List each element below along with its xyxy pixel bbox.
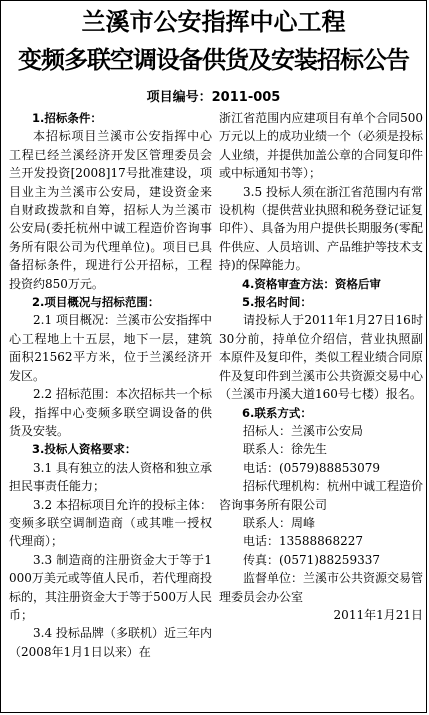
right-column bbox=[219, 109, 423, 624]
paragraph: 传真：(0571)88259337 bbox=[243, 552, 380, 567]
section-heading: 5.报名时间： bbox=[242, 295, 312, 310]
publish-date: 2011年1月21日 bbox=[333, 607, 423, 622]
paragraph: 招标人：兰溪市公安局 bbox=[243, 423, 364, 438]
section-heading: 6.联系方式： bbox=[242, 405, 312, 420]
paragraph: 3.2 本招标项目允许的投标主体：变频多联空调制造商（或其唯一授权代理商）； bbox=[9, 497, 212, 549]
paragraph: 2.2 招标范围：本次招标共一个标段，指挥中心变频多联空调设备的供货及安装。 bbox=[9, 387, 212, 438]
paragraph: 3.1 具有独立的法人资格和独立承担民事责任能力； bbox=[9, 460, 212, 494]
paragraph: 3.5 投标人须在浙江省范围内有常设机构（提供营业执照和税务登记证复印件）、具备为用户提供长期服务(零配件供应、人员培训、产品维护等技术支持)的保障能力。 bbox=[219, 184, 424, 273]
paragraph: 监督单位：兰溪市公共资源交易管理委员会办公室 bbox=[219, 571, 424, 604]
paragraph: 联系人：徐先生 bbox=[243, 442, 328, 457]
section-heading: 4.资格审查方法：资格后审 bbox=[242, 276, 381, 291]
section-heading: 3.投标人资格要求： bbox=[32, 442, 137, 457]
project-number: 项目编号：2011-005 bbox=[146, 90, 281, 105]
section-heading: 1.招标条件： bbox=[32, 111, 102, 125]
paragraph: 电话：13588868227 bbox=[243, 534, 363, 549]
paragraph: 本招标项目兰溪市公安指挥中心工程已经兰溪经济开发区管理委员会兰开发投资[2008]17号批准建设，项目业主为兰溪市公安局，建设资金来自财政拨款和自筹，招标人为兰溪市公安局(委托杭州中诚工程造价咨询事务所有限公司为代理单位)。项目已具备招标条件，现进行公开招标，工程投资约850万元。 bbox=[9, 129, 212, 291]
paragraph: 3.4 投标品牌（多联机）近三年内（2008年1月1日以来）在 bbox=[9, 626, 212, 659]
paragraph: 联系人：周峰 bbox=[243, 515, 316, 530]
paragraph: 请投标人于2011年1月27日16时30分前，持单位介绍信，营业执照副本原件及复印件，类似工程业绩合同原件及复印件到兰溪市公共资源交易中心（兰溪市丹溪大道160号七楼）报名。 bbox=[219, 313, 424, 402]
paragraph-continued: 浙江省范围内应建项目有单个合同500万元以上的成功业绩一个（必须是投标人业绩，并提供加盖公章的合同复印件或中标通知书等）； bbox=[219, 111, 424, 181]
announcement-title-line2: 变频多联空调设备供货及安装招标公告 bbox=[18, 46, 409, 74]
section-heading: 2.项目概况与招标范围： bbox=[32, 295, 160, 310]
paragraph: 招标代理机构：杭州中诚工程造价咨询事务所有限公司 bbox=[219, 479, 424, 512]
left-column bbox=[9, 109, 212, 661]
paragraph: 3.3 制造商的注册资金大于等于1000万美元或等值人民币，若代理商投标的，其注册资金大于等于500万人民币； bbox=[9, 552, 212, 622]
announcement-title-line1: 兰溪市公安指挥中心工程 bbox=[81, 8, 346, 36]
paragraph: 2.1 项目概况：兰溪市公安指挥中心工程地上十五层，地下一层，建筑面积21562平方米，位于兰溪经济开发区。 bbox=[9, 313, 212, 383]
paragraph: 电话：(0579)88853079 bbox=[243, 460, 380, 475]
